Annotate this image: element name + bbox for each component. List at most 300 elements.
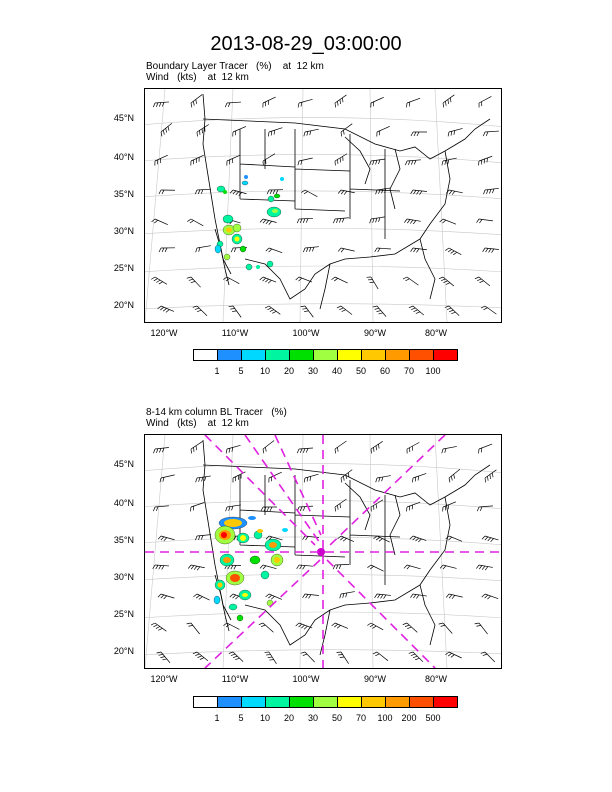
wind-barb-flag [299, 624, 302, 627]
wind-barb-flag [297, 565, 299, 569]
colorbar-swatch [338, 350, 362, 360]
wind-barb-flag [159, 565, 161, 569]
wind-barb-flag [162, 659, 166, 660]
panel1-lat-label-40: 40°N [113, 152, 134, 162]
wind-barb-flag [304, 311, 308, 312]
wind-barb [371, 623, 383, 630]
wind-barb-flag [378, 594, 380, 598]
wind-barb-flag [152, 219, 155, 222]
wind-barb [197, 124, 209, 132]
colorbar-swatch [266, 697, 290, 707]
wind-barb-flag [448, 160, 449, 164]
wind-barb-flag [441, 625, 445, 626]
wind-barb-flag [159, 103, 161, 107]
wind-barb-flag [161, 595, 164, 598]
wind-barb [227, 445, 240, 449]
colorbar-swatch [242, 350, 266, 360]
wind-barb-flag [337, 625, 340, 628]
colorbar-swatch [386, 350, 410, 360]
wind-barb [449, 128, 463, 132]
panel2-colorbar [193, 696, 458, 708]
wind-barb-flag [414, 160, 416, 164]
wind-barb-flag [488, 538, 491, 541]
wind-barb [161, 475, 175, 478]
colorbar-swatch [386, 697, 410, 707]
wind-barb [335, 564, 349, 565]
wind-barb-flag [298, 161, 299, 165]
wind-barb-flag [448, 653, 452, 656]
wind-barb-flag [334, 624, 337, 627]
wind-barb-flag [481, 160, 482, 164]
panel2-lon-label-80: 80°W [424, 674, 448, 684]
wind-barb [443, 623, 452, 634]
wind-barb-flag [408, 161, 410, 165]
wind-barb [371, 441, 383, 449]
panel1-lat-label-45: 45°N [113, 113, 134, 123]
wind-barb-flag [375, 248, 377, 252]
colorbar-label: 1 [214, 713, 220, 723]
wind-barb-flag [417, 191, 419, 195]
wind-barb [155, 155, 168, 161]
wind-barb-flag [418, 476, 419, 480]
wind-barb-flag [164, 596, 167, 599]
wind-barb-flag [492, 189, 493, 193]
wind-barb-flag [153, 103, 155, 107]
wind-barb-flag [306, 594, 308, 598]
wind-barb-flag [156, 507, 158, 511]
wind-barb-flag [159, 190, 161, 194]
wind-barb-flag [307, 131, 308, 135]
wind-barb-flag [343, 593, 344, 597]
wind-barb-flag [373, 626, 377, 629]
panel2-lat-label-40: 40°N [113, 498, 134, 508]
wind-barb-flag [376, 218, 377, 222]
wind-barb-flag [230, 594, 233, 597]
wind-barb-flag [202, 477, 203, 481]
panel2-map[interactable] [144, 434, 502, 669]
wind-barb-flag [196, 99, 197, 103]
wind-barb-flag [303, 449, 305, 453]
wind-barb-flag [269, 249, 272, 252]
wind-barb-flag [154, 279, 158, 281]
wind-barb-flag [312, 247, 314, 251]
wind-barb-flag [153, 507, 155, 511]
wind-barb-flag [450, 98, 451, 102]
wind-barb-flag [309, 247, 311, 251]
wind-barb-flag [370, 624, 374, 627]
wind-barb [377, 126, 390, 132]
wind-barb-flag [340, 100, 341, 104]
wind-barb [191, 441, 203, 449]
wind-barb-flag [271, 596, 274, 599]
wind-barb-flag [379, 539, 383, 542]
wind-barb [155, 277, 167, 284]
wind-barb-flag [409, 102, 410, 106]
wind-barb-flag [445, 160, 446, 164]
wind-barb-flag [267, 507, 269, 511]
wind-barb-flag [373, 652, 377, 654]
wind-barb-flag [344, 191, 347, 195]
wind-barb [233, 126, 246, 132]
wind-barb-flag [187, 219, 191, 222]
wind-barb-flag [409, 506, 410, 510]
wind-barb-flag [163, 308, 166, 311]
wind-barb [227, 102, 241, 103]
wind-barb [233, 472, 246, 478]
wind-barb-flag [306, 219, 308, 223]
wind-barb-flag [187, 623, 191, 624]
wind-barb [371, 217, 385, 219]
wind-barb-flag [483, 654, 487, 655]
wind-barb [197, 246, 211, 248]
wind-barb [269, 248, 282, 253]
wind-barb-flag [296, 623, 299, 626]
wind-barb-flag [235, 658, 239, 660]
wind-barb-flag [205, 477, 206, 481]
wind-barb-flag [337, 306, 341, 308]
wind-barb [191, 623, 200, 634]
wind-barb-flag [230, 308, 234, 309]
wind-barb-flag [491, 539, 494, 542]
wind-barb [299, 506, 313, 507]
wind-barb-flag [189, 279, 193, 280]
wind-barb [413, 306, 424, 315]
wind-barb-flag [413, 248, 415, 252]
wind-barb-flag [335, 449, 336, 453]
wind-barb-flag [407, 219, 410, 223]
wind-barb-flag [337, 447, 338, 451]
panel2-lat-label-35: 35°N [113, 535, 134, 545]
wind-barb-flag [166, 309, 169, 312]
wind-barb-flag [159, 282, 163, 284]
wind-barb-flag [443, 566, 446, 569]
wind-barb [335, 441, 346, 449]
wind-barb-flag [229, 306, 233, 307]
wind-barb-flag [483, 308, 487, 310]
wind-barb-flag [485, 537, 488, 540]
wind-barb [155, 102, 169, 103]
wind-barb [269, 594, 282, 599]
wind-barb-flag [157, 652, 161, 653]
wind-barb-flag [451, 131, 452, 135]
panel1-lat-label-20: 20°N [113, 300, 134, 310]
wind-barb-flag [266, 220, 269, 223]
wind-barb-flag [410, 594, 413, 598]
wind-barb-flag [374, 447, 375, 451]
wind-barb-flag [375, 160, 376, 164]
wind-barb-flag [379, 313, 383, 314]
colorbar-label: 500 [425, 713, 441, 723]
wind-barb-flag [193, 594, 197, 597]
wind-barb-flag [406, 103, 407, 107]
wind-barb-flag [306, 248, 308, 252]
wind-barb [155, 565, 169, 566]
wind-barb-flag [190, 220, 194, 223]
wind-barb-flag [449, 478, 450, 482]
wind-barb-flag [304, 132, 305, 136]
wind-barb [227, 505, 241, 507]
wind-barb-flag [272, 311, 276, 313]
wind-barb-flag [482, 536, 485, 539]
wind-barb-flag [195, 308, 199, 309]
wind-barb-flag [267, 308, 271, 310]
wind-barb-flag [304, 478, 305, 482]
wind-barb-flag [445, 101, 446, 105]
wind-barb-flag [451, 251, 455, 254]
wind-barb-flag [492, 249, 494, 253]
wind-barb-flag [475, 277, 479, 279]
wind-barb-flag [191, 449, 192, 453]
wind-barb-flag [404, 565, 407, 568]
wind-barb-flag [301, 102, 302, 106]
panel1-lon-label-120: 120°W [150, 328, 178, 338]
wind-barb [263, 623, 273, 632]
wind-barb-flag [166, 128, 167, 132]
wind-barb-flag [156, 280, 160, 282]
wind-barb-flag [191, 281, 195, 282]
wind-barb-flag [234, 565, 236, 569]
wind-barb [197, 652, 208, 661]
wind-barb [305, 306, 313, 317]
wind-barb-flag [187, 277, 191, 278]
colorbar-label: 100 [377, 713, 393, 723]
wind-barb-flag [338, 655, 342, 656]
wind-barb-flag [231, 248, 233, 252]
wind-barb [269, 306, 280, 314]
wind-barb-flag [405, 625, 409, 627]
wind-barb-flag [337, 505, 338, 509]
wind-barb-flag [270, 310, 274, 312]
panel2-lat-label-20: 20°N [113, 646, 134, 656]
wind-barb-flag [197, 567, 200, 571]
wind-barb-flag [261, 507, 263, 511]
wind-barb-flag [477, 279, 481, 281]
wind-barb [407, 160, 421, 161]
wind-barb [335, 499, 346, 507]
wind-barb-flag [188, 625, 192, 626]
wind-barb-flag [482, 594, 485, 597]
wind-barb-flag [260, 219, 263, 222]
wind-barb-flag [480, 507, 482, 511]
wind-barb-flag [270, 507, 272, 511]
wind-barb-flag [404, 219, 407, 223]
wind-barb [263, 97, 276, 103]
colorbar-label: 30 [307, 713, 318, 723]
wind-barb [479, 156, 492, 161]
wind-barb [479, 623, 488, 634]
wind-barb-flag [195, 654, 199, 656]
panel1-lat-label-30: 30°N [113, 226, 134, 236]
panel1-map[interactable] [144, 88, 502, 323]
wind-barb-flag [201, 535, 203, 539]
wind-barb-flag [153, 449, 155, 453]
wind-barb-flag [416, 249, 418, 253]
wind-barb-flag [373, 536, 377, 539]
wind-barb-flag [161, 537, 164, 540]
wind-barb-flag [416, 595, 419, 599]
wind-barb [377, 248, 391, 249]
wind-barb-flag [303, 594, 305, 598]
colorbar-label: 70 [355, 713, 366, 723]
wind-barb-flag [199, 597, 203, 600]
wind-barb-flag [482, 566, 485, 570]
wind-barb-flag [168, 126, 169, 130]
wind-barb [485, 188, 499, 190]
wind-barb-flag [403, 277, 407, 279]
wind-barb [371, 159, 385, 161]
wind-barb [485, 131, 499, 132]
wind-barb-flag [378, 248, 380, 252]
wind-barb [305, 474, 318, 478]
wind-barb-flag [196, 478, 197, 482]
wind-barb-flag [376, 446, 377, 450]
wind-barb-flag [367, 565, 371, 568]
wind-barb-flag [263, 566, 266, 569]
panel1-wind-label: Wind (kts) at 12 km [146, 72, 249, 83]
wind-barb-flag [162, 190, 164, 194]
wind-barb-flag [338, 248, 341, 251]
wind-barb [155, 447, 169, 449]
wind-barb-flag [301, 652, 305, 653]
wind-barb-flag [373, 161, 374, 165]
wind-barb-flag [268, 280, 271, 283]
colorbar-swatch [362, 350, 386, 360]
wind-barb-flag [268, 132, 269, 136]
wind-barb-flag [341, 478, 342, 482]
colorbar-swatch [194, 697, 218, 707]
panel2-lon-label-90: 90°W [363, 674, 387, 684]
wind-barb-flag [196, 595, 200, 598]
panel2-field-label: 8-14 km column BL Tracer (%) [146, 407, 287, 418]
wind-barb-flag [339, 308, 343, 310]
wind-barb [233, 306, 241, 317]
colorbar-label: 70 [403, 366, 414, 376]
wind-barb-flag [193, 101, 194, 105]
wind-barb-flag [448, 249, 452, 252]
colorbar-swatch [290, 350, 314, 360]
wind-barb-flag [163, 130, 164, 134]
wind-barb-flag [297, 219, 299, 223]
colorbar-swatch [290, 697, 314, 707]
wind-barb-flag [479, 219, 482, 223]
wind-barb-flag [445, 248, 449, 251]
wind-barb-flag [409, 652, 413, 653]
wind-barb-flag [413, 594, 416, 598]
wind-barb-flag [479, 566, 482, 570]
wind-barb-flag [414, 310, 418, 312]
wind-barb-flag [485, 478, 486, 482]
wind-barb-flag [199, 478, 200, 482]
wind-barb-flag [340, 537, 343, 540]
wind-barb [479, 444, 492, 449]
panel1-lon-label-100: 100°W [292, 328, 320, 338]
wind-barb-flag [444, 281, 448, 283]
wind-barb-flag [373, 306, 377, 307]
colorbar-swatch [434, 697, 457, 707]
wind-barb [341, 124, 352, 132]
wind-barb-flag [416, 312, 420, 314]
wind-barb-flag [403, 623, 407, 625]
wind-barb-flag [234, 248, 236, 252]
wind-barb-flag [346, 474, 347, 478]
wind-barb-flag [451, 312, 455, 314]
wind-barb-flag [276, 190, 278, 194]
wind-barb-flag [449, 595, 452, 598]
wind-barb-flag [384, 595, 386, 599]
wind-barb-flag [367, 623, 371, 626]
wind-barb-flag [190, 507, 191, 511]
wind-barb-flag [153, 625, 157, 627]
wind-barb-flag [225, 103, 227, 107]
wind-barb-flag [194, 566, 197, 570]
colorbar-label: 5 [238, 713, 244, 723]
wind-barb-flag [335, 507, 336, 511]
wind-barb-flag [406, 507, 407, 511]
wind-barb [341, 592, 355, 594]
panel2-lat-label-30: 30°N [113, 572, 134, 582]
wind-barb-flag [300, 565, 302, 569]
wind-barb-flag [232, 447, 233, 451]
wind-barb [443, 219, 456, 224]
wind-barb-flag [476, 219, 479, 223]
wind-barb-flag [265, 279, 268, 282]
wind-barb-flag [449, 191, 452, 195]
colorbar-label: 5 [238, 366, 244, 376]
wind-barb-flag [451, 655, 455, 658]
wind-barb [449, 536, 462, 541]
wind-barb [377, 476, 391, 478]
wind-barb-flag [156, 449, 158, 453]
colorbar-label: 20 [283, 366, 294, 376]
wind-barb-flag [273, 190, 275, 194]
wind-barb-flag [442, 161, 443, 165]
colorbar-swatch [194, 350, 218, 360]
wind-barb [335, 95, 346, 103]
wind-barb [479, 96, 491, 103]
wind-barb-flag [411, 654, 415, 655]
wind-barb-flag [267, 190, 269, 194]
wind-barb-flag [449, 310, 453, 312]
wind-barb-flag [343, 476, 344, 480]
wind-barb-flag [303, 507, 305, 511]
wind-barb [263, 277, 276, 282]
wind-barb-flag [309, 595, 311, 599]
wind-barb-flag [151, 623, 155, 625]
wind-barb-flag [415, 658, 419, 659]
wind-barb [371, 97, 384, 103]
wind-barb [299, 277, 312, 282]
wind-barb-flag [337, 101, 338, 105]
wind-barb-flag [342, 310, 346, 312]
wind-barb-flag [486, 248, 488, 252]
wind-barb [305, 652, 315, 662]
wind-barb-flag [156, 103, 158, 107]
wind-barb-flag [336, 219, 338, 223]
wind-barb-flag [414, 132, 416, 136]
wind-barb-flag [229, 652, 233, 654]
wind-barb-flag [156, 565, 158, 569]
wind-barb-flag [411, 308, 415, 310]
wind-barb-flag [485, 567, 488, 571]
wind-barb-flag [336, 565, 338, 569]
wind-barb-flag [446, 594, 449, 597]
wind-barb-flag [303, 654, 307, 655]
wind-barb-flag [191, 103, 192, 107]
wind-barb [341, 652, 349, 664]
colorbar-swatch [314, 697, 338, 707]
wind-barb-flag [413, 220, 416, 224]
wind-barb-flag [260, 565, 263, 568]
